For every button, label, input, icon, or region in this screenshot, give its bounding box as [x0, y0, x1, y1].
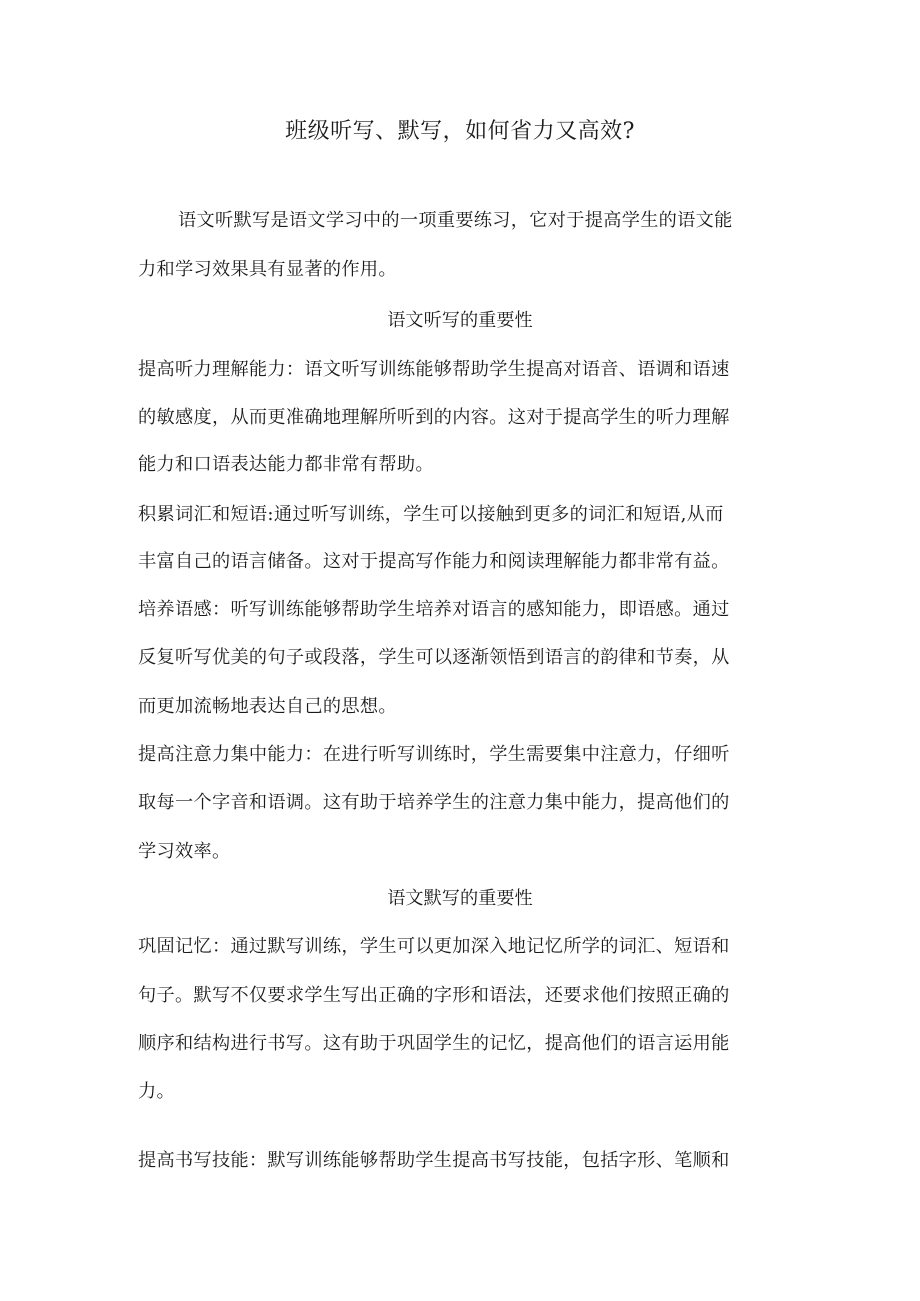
paragraph-line: 顺序和结构进行书写。这有助于巩固学生的记忆，提高他们的语言运用能 — [138, 1033, 730, 1054]
section-heading-recitation: 语文默写的重要性 — [387, 888, 533, 909]
paragraph-line: 提高注意力集中能力：在进行听写训练时，学生需要集中注意力，仔细听 — [138, 744, 730, 765]
section-heading-dictation: 语文听写的重要性 — [387, 310, 533, 331]
paragraph-line: 学习效率。 — [138, 841, 231, 862]
paragraph-line: 取每一个字音和语调。这有助于培养学生的注意力集中能力，提高他们的 — [138, 792, 730, 813]
paragraph-line: 丰富自己的语言储备。这对于提高写作能力和阅读理解能力都非常有益。 — [138, 551, 730, 572]
paragraph-line: 积累词汇和短语:通过听写训练，学生可以接触到更多的词汇和短语,从而 — [138, 504, 724, 525]
intro-line: 力和学习效果具有显著的作用。 — [138, 259, 397, 280]
paragraph-line: 巩固记忆：通过默写训练，学生可以更加深入地记忆所学的词汇、短语和 — [138, 936, 730, 957]
document-title: 班级听写、默写，如何省力又高效? — [285, 119, 635, 144]
paragraph-line: 的敏感度，从而更准确地理解所听到的内容。这对于提高学生的听力理解 — [138, 407, 730, 428]
paragraph-line: 培养语感：听写训练能够帮助学生培养对语言的感知能力，即语感。通过 — [138, 599, 730, 620]
paragraph-line: 句子。默写不仅要求学生写出正确的字形和语法，还要求他们按照正确的 — [138, 985, 730, 1006]
paragraph-line: 提高听力理解能力：语文听写训练能够帮助学生提高对语音、语调和语速 — [138, 359, 730, 380]
paragraph-line: 提高书写技能：默写训练能够帮助学生提高书写技能，包括字形、笔顺和 — [138, 1150, 730, 1171]
paragraph-line: 能力和口语表达能力都非常有帮助。 — [138, 454, 434, 475]
intro-line: 语文听默写是语文学习中的一项重要练习，它对于提高学生的语文能 — [178, 210, 733, 231]
paragraph-line: 反复听写优美的句子或段落，学生可以逐渐领悟到语言的韵律和节奏，从 — [138, 647, 730, 668]
paragraph-line: 力。 — [138, 1081, 175, 1102]
paragraph-line: 而更加流畅地表达自己的思想。 — [138, 696, 397, 717]
